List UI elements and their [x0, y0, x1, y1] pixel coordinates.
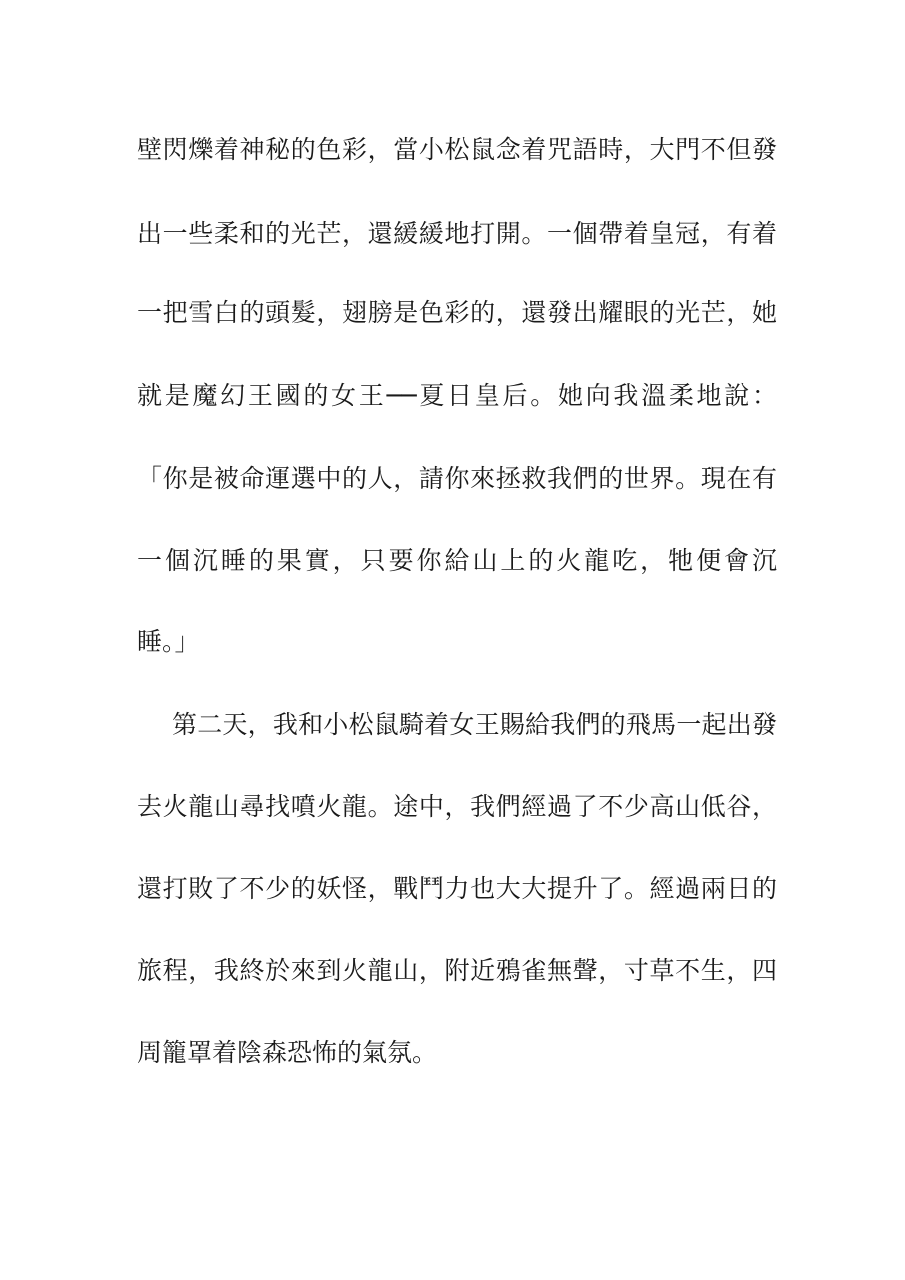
text-line: 旅程，我終於來到火龍山，附近鴉雀無聲，寸草不生，四 — [137, 956, 777, 985]
text-line: 出一些柔和的光芒，還緩緩地打開。一個帶着皇冠，有着 — [137, 219, 777, 248]
text-line: 周籠罩着陰森恐怖的氣氛。 — [137, 1038, 438, 1067]
text-line: 一把雪白的頭髮，翅膀是色彩的，還發出耀眼的光芒，她 — [137, 298, 777, 327]
text-line: 一個沉睡的果實，只要你給山上的火龍吃，牠便會沉 — [137, 546, 777, 575]
text-line: 去火龍山尋找噴火龍。途中，我們經過了不少高山低谷， — [137, 792, 777, 821]
text-line: 壁閃爍着神秘的色彩，當小松鼠念着咒語時，大門不但發 — [137, 135, 777, 164]
text-line: 就是魔幻王國的女王──夏日皇后。她向我溫柔地說： — [137, 381, 777, 410]
text-line: 睡。」 — [137, 627, 200, 656]
text-line: 還打敗了不少的妖怪，戰鬥力也大大提升了。經過兩日的 — [137, 874, 777, 903]
text-line: 第二天，我和小松鼠騎着女王賜給我們的飛馬一起出發 — [172, 710, 777, 739]
text-line: 「你是被命運選中的人，請你來拯救我們的世界。現在有 — [137, 464, 777, 493]
